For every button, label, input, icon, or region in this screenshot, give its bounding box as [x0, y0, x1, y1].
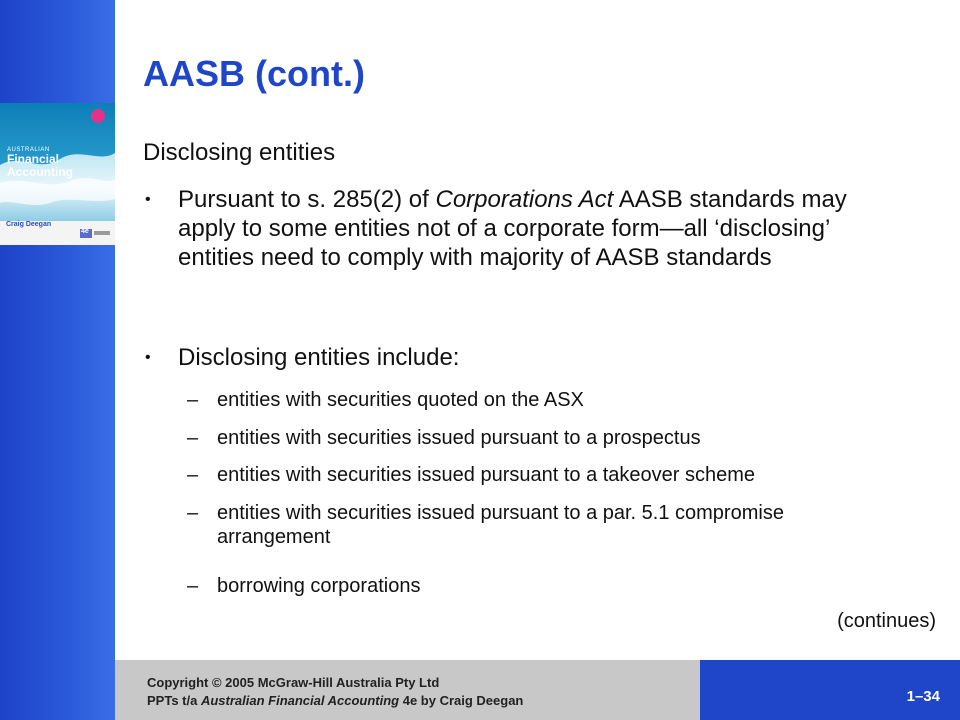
- section-heading: Disclosing entities: [143, 139, 336, 166]
- slide-number: 1–34: [906, 688, 940, 705]
- sub-item-text: entities with securities quoted on the ASX: [217, 389, 584, 411]
- bullet-dot: •: [145, 349, 151, 366]
- cover-author: Craig Deegan: [6, 221, 52, 228]
- cover-line-2: Financial: [7, 152, 60, 166]
- book-cover-image: [0, 103, 115, 245]
- sub-dash: –: [187, 575, 199, 597]
- ppt-credit-pre: PPTs t/a: [147, 693, 201, 708]
- sub-list-item: [187, 463, 937, 487]
- sub-dash: –: [187, 502, 199, 524]
- slide-title: AASB (cont.): [143, 53, 365, 94]
- cover-title: [7, 147, 73, 179]
- bullet-text-post: AASB standards may apply to some entities not of a corporate form—all ‘disclosing’ entities need to comply with majority of AASB standards: [178, 186, 847, 271]
- ppt-credit-line: [147, 692, 687, 710]
- sub-item-text: entities with securities issued pursuant to a prospectus: [217, 427, 701, 449]
- bullet-text-pre: Pursuant to s. 285(2) of: [178, 186, 436, 213]
- ppt-credit-book: Australian Financial Accounting: [200, 693, 400, 708]
- cover-line-1: AUSTRALIAN: [7, 147, 50, 153]
- bullet-text-emphasis: Corporations Act: [435, 186, 614, 213]
- sub-dash: –: [187, 427, 199, 449]
- continues-note: (continues): [837, 610, 936, 632]
- sub-dash: –: [187, 464, 199, 486]
- cover-edition: 4e: [81, 228, 89, 235]
- sub-list-item: [187, 426, 937, 450]
- sub-list-item: [187, 388, 937, 412]
- bullet-item: [145, 343, 898, 372]
- sub-item-text: entities with securities issued pursuant to a par. 5.1 compromise arrangement: [217, 502, 784, 548]
- sub-list-item: [187, 501, 837, 549]
- cover-line-3: Accounting: [7, 165, 73, 179]
- bullet-dot: •: [145, 191, 151, 208]
- bullet-item: [145, 185, 898, 272]
- sub-item-text: borrowing corporations: [217, 575, 421, 597]
- sub-item-text: entities with securities issued pursuant to a takeover scheme: [217, 464, 756, 486]
- copyright-line: Copyright © 2005 McGraw-Hill Australia Pty Ltd: [147, 675, 440, 690]
- sub-dash: –: [187, 389, 199, 411]
- copyright-text: [147, 674, 687, 710]
- sub-list-item: [187, 574, 937, 598]
- bullet-text: Disclosing entities include:: [178, 344, 460, 371]
- cover-emblem-icon: [91, 109, 105, 123]
- ppt-credit-post: 4e by Craig Deegan: [399, 693, 524, 708]
